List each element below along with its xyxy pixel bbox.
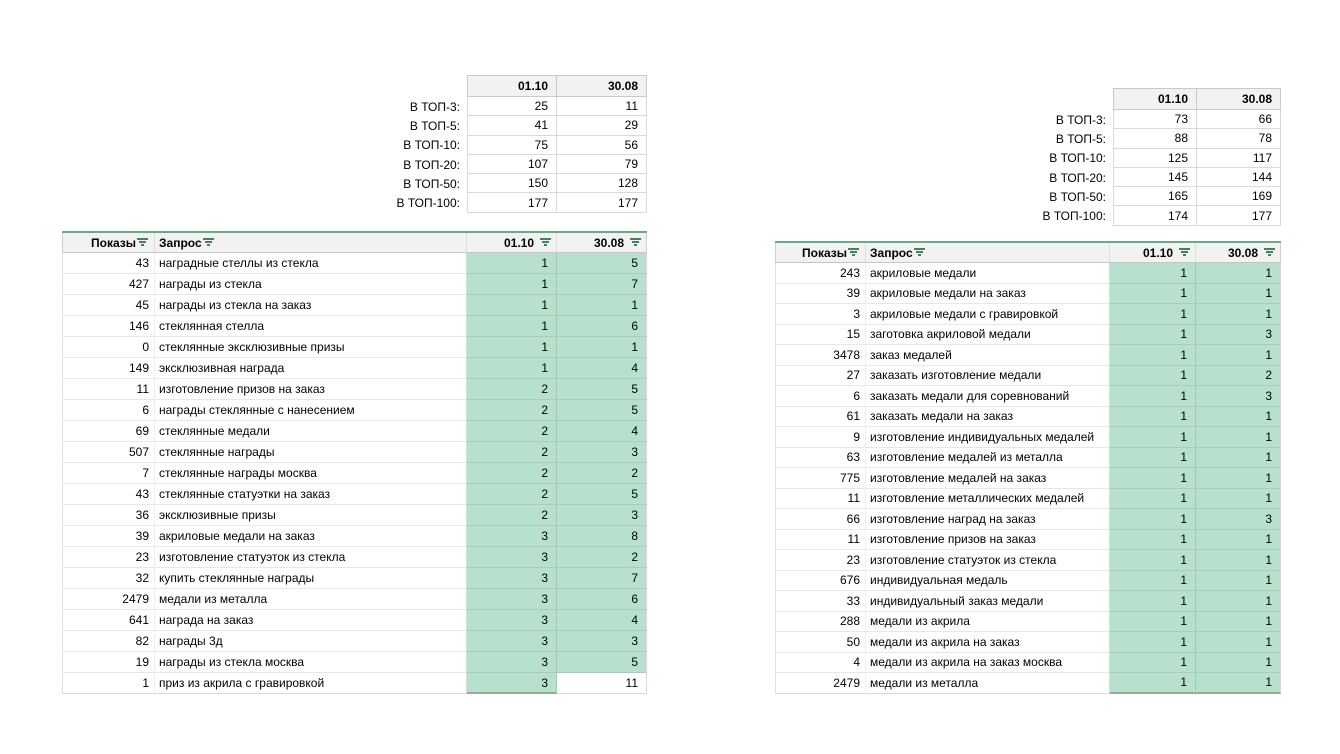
summary-value-3008[interactable]: 11: [557, 97, 647, 116]
position-cell-3008[interactable]: 6: [557, 589, 647, 610]
summary-column-header-3008[interactable]: 30.08: [557, 75, 647, 97]
table-row: [62, 484, 647, 505]
table-row: [775, 345, 1281, 366]
shows-cell[interactable]: 61: [775, 407, 866, 428]
filter-icon[interactable]: [539, 238, 552, 247]
table-row: [775, 530, 1281, 551]
column-header-0110-label: 01.10: [503, 235, 534, 250]
position-cell-0110[interactable]: 1: [1110, 345, 1196, 366]
column-header-3008-label: 30.08: [593, 235, 624, 250]
filter-icon[interactable]: [136, 238, 149, 247]
position-cell-3008[interactable]: 8: [557, 526, 647, 547]
query-cell[interactable]: эксклюзивная награда: [155, 358, 467, 379]
position-cell-0110[interactable]: 1: [1110, 571, 1196, 592]
query-cell[interactable]: изготовление металлических медалей: [866, 489, 1110, 510]
query-cell[interactable]: изготовление наград на заказ: [866, 509, 1110, 530]
summary-label[interactable]: В ТОП-100:: [1042, 209, 1106, 224]
query-cell[interactable]: изготовление призов на заказ: [155, 379, 467, 400]
column-header-0110-label: 01.10: [1142, 245, 1173, 260]
position-cell-0110[interactable]: 1: [1110, 653, 1196, 674]
summary-column-header-3008[interactable]: 30.08: [1197, 88, 1281, 110]
shows-cell[interactable]: 2479: [775, 673, 866, 694]
position-cell-0110[interactable]: 1: [1110, 530, 1196, 551]
table-row: [280, 136, 647, 155]
table-row: [775, 448, 1281, 469]
query-cell[interactable]: заготовка акриловой медали: [866, 325, 1110, 346]
query-cell[interactable]: акриловые медали с гравировкой: [866, 304, 1110, 325]
column-header-0110[interactable]: [1110, 243, 1196, 263]
filter-icon[interactable]: [1178, 248, 1191, 257]
table-row: [775, 489, 1281, 510]
table-row: [280, 116, 647, 135]
summary-value-3008[interactable]: 169: [1197, 187, 1281, 206]
shows-cell[interactable]: 11: [775, 530, 866, 551]
position-cell-0110[interactable]: 1: [1110, 284, 1196, 305]
filter-icon[interactable]: [847, 248, 860, 257]
position-cell-3008[interactable]: 5: [557, 652, 647, 673]
column-header-query-label: Запрос: [159, 235, 202, 250]
summary-value-3008[interactable]: 66: [1197, 110, 1281, 129]
position-cell-3008[interactable]: 1: [1196, 673, 1281, 694]
position-cell-0110[interactable]: 3: [467, 631, 557, 652]
query-cell[interactable]: эксклюзивные призы: [155, 505, 467, 526]
table-row: [775, 325, 1281, 346]
left-summary-table: [280, 75, 647, 213]
summary-value-3008[interactable]: 79: [557, 155, 647, 174]
position-cell-3008[interactable]: 3: [557, 631, 647, 652]
summary-value-0110[interactable]: 165: [1113, 187, 1197, 206]
column-header-3008[interactable]: [1196, 243, 1281, 263]
shows-cell[interactable]: 11: [775, 489, 866, 510]
table-row: [775, 386, 1281, 407]
position-cell-0110[interactable]: 2: [467, 400, 557, 421]
shows-cell[interactable]: 43: [62, 484, 155, 505]
position-cell-0110[interactable]: 3: [467, 547, 557, 568]
summary-value-3008[interactable]: 117: [1197, 149, 1281, 168]
position-cell-0110[interactable]: 1: [1110, 304, 1196, 325]
right-summary-table: [930, 88, 1281, 226]
summary-label[interactable]: В ТОП-10:: [1049, 151, 1106, 166]
table-row: [62, 505, 647, 526]
shows-cell[interactable]: 288: [775, 612, 866, 633]
table-row: [775, 263, 1281, 284]
query-cell[interactable]: заказ медалей: [866, 345, 1110, 366]
summary-label[interactable]: В ТОП-3:: [409, 99, 460, 114]
position-cell-0110[interactable]: 1: [1110, 386, 1196, 407]
table-row: [280, 97, 647, 116]
summary-value-0110[interactable]: 75: [467, 136, 557, 155]
shows-cell[interactable]: 146: [62, 316, 155, 337]
position-cell-3008[interactable]: 3: [1196, 509, 1281, 530]
table-row: [62, 274, 647, 295]
table-row: [62, 547, 647, 568]
position-cell-3008[interactable]: 1: [1196, 345, 1281, 366]
query-cell[interactable]: медали из акрила на заказ москва: [866, 653, 1110, 674]
shows-cell[interactable]: 66: [775, 509, 866, 530]
shows-cell[interactable]: 32: [62, 568, 155, 589]
query-cell[interactable]: медали из акрила на заказ: [866, 632, 1110, 653]
position-cell-3008[interactable]: 1: [557, 295, 647, 316]
column-header-query-label: Запрос: [870, 245, 913, 260]
column-header-shows[interactable]: [775, 243, 866, 263]
query-cell[interactable]: медали из металла: [155, 589, 467, 610]
table-row: [775, 284, 1281, 305]
shows-cell[interactable]: 39: [62, 526, 155, 547]
summary-value-0110[interactable]: 174: [1113, 206, 1197, 225]
table-row: [775, 653, 1281, 674]
column-header-query[interactable]: [866, 243, 1110, 263]
position-cell-0110[interactable]: 3: [467, 673, 557, 694]
position-cell-0110[interactable]: 1: [1110, 263, 1196, 284]
summary-label[interactable]: В ТОП-50:: [403, 176, 460, 191]
query-cell[interactable]: награды из стекла: [155, 274, 467, 295]
position-cell-3008[interactable]: 2: [557, 463, 647, 484]
position-cell-3008[interactable]: 1: [1196, 448, 1281, 469]
summary-column-header-0110[interactable]: 01.10: [467, 75, 557, 97]
table-row: [62, 610, 647, 631]
shows-cell[interactable]: 6: [775, 386, 866, 407]
summary-value-0110[interactable]: 73: [1113, 110, 1197, 129]
summary-corner: [930, 88, 1113, 110]
table-row: [62, 358, 647, 379]
position-cell-3008[interactable]: 5: [557, 400, 647, 421]
query-cell[interactable]: стеклянная стелла: [155, 316, 467, 337]
position-cell-0110[interactable]: 3: [467, 652, 557, 673]
position-cell-3008[interactable]: 11: [557, 673, 647, 694]
column-header-shows-label: Показы: [802, 245, 847, 260]
position-cell-3008[interactable]: 1: [1196, 468, 1281, 489]
position-cell-3008[interactable]: 3: [557, 442, 647, 463]
shows-cell[interactable]: 23: [775, 550, 866, 571]
query-cell[interactable]: заказать изготовление медали: [866, 366, 1110, 387]
table-row: [62, 295, 647, 316]
shows-cell[interactable]: 82: [62, 631, 155, 652]
table-row: [930, 110, 1281, 129]
position-cell-0110[interactable]: 3: [467, 589, 557, 610]
filter-icon[interactable]: [202, 238, 215, 247]
table-row: [930, 129, 1281, 148]
position-cell-3008[interactable]: 1: [1196, 653, 1281, 674]
query-cell[interactable]: стеклянные статуэтки на заказ: [155, 484, 467, 505]
table-row: [280, 155, 647, 174]
position-cell-3008[interactable]: 3: [1196, 386, 1281, 407]
column-header-shows-label: Показы: [91, 235, 136, 250]
position-cell-3008[interactable]: 1: [1196, 284, 1281, 305]
table-row: [775, 468, 1281, 489]
position-cell-3008[interactable]: 4: [557, 421, 647, 442]
summary-value-3008[interactable]: 128: [557, 174, 647, 193]
table-row: [62, 631, 647, 652]
summary-value-0110[interactable]: 150: [467, 174, 557, 193]
table-row: [62, 673, 647, 694]
table-row: [930, 168, 1281, 187]
shows-cell[interactable]: 149: [62, 358, 155, 379]
position-cell-3008[interactable]: 4: [557, 358, 647, 379]
position-cell-0110[interactable]: 2: [467, 442, 557, 463]
query-cell[interactable]: изготовление статуэток из стекла: [866, 550, 1110, 571]
position-cell-0110[interactable]: 1: [467, 358, 557, 379]
table-row: [280, 174, 647, 193]
position-cell-3008[interactable]: 6: [557, 316, 647, 337]
position-cell-3008[interactable]: 2: [1196, 366, 1281, 387]
shows-cell[interactable]: 7: [62, 463, 155, 484]
query-cell[interactable]: индивидуальный заказ медали: [866, 591, 1110, 612]
query-cell[interactable]: изготовление индивидуальных медалей: [866, 427, 1110, 448]
position-cell-0110[interactable]: 2: [467, 463, 557, 484]
query-cell[interactable]: акриловые медали: [866, 263, 1110, 284]
summary-value-0110[interactable]: 107: [467, 155, 557, 174]
shows-cell[interactable]: 50: [775, 632, 866, 653]
query-cell[interactable]: заказать медали на заказ: [866, 407, 1110, 428]
position-cell-3008[interactable]: 1: [557, 337, 647, 358]
position-cell-3008[interactable]: 1: [1196, 591, 1281, 612]
position-cell-3008[interactable]: 1: [1196, 407, 1281, 428]
shows-cell[interactable]: 19: [62, 652, 155, 673]
shows-cell[interactable]: 775: [775, 468, 866, 489]
table-row: [62, 463, 647, 484]
table-row: [775, 571, 1281, 592]
query-cell[interactable]: стеклянные медали: [155, 421, 467, 442]
table-row: [775, 550, 1281, 571]
position-cell-3008[interactable]: 1: [1196, 612, 1281, 633]
shows-cell[interactable]: 3: [775, 304, 866, 325]
position-cell-0110[interactable]: 1: [1110, 427, 1196, 448]
summary-value-0110[interactable]: 25: [467, 97, 557, 116]
position-cell-0110[interactable]: 2: [467, 505, 557, 526]
query-cell[interactable]: медали из металла: [866, 673, 1110, 694]
position-cell-0110[interactable]: 1: [1110, 612, 1196, 633]
filter-icon[interactable]: [1263, 248, 1276, 257]
query-cell[interactable]: награды из стекла на заказ: [155, 295, 467, 316]
query-cell[interactable]: награды 3д: [155, 631, 467, 652]
summary-value-3008[interactable]: 56: [557, 136, 647, 155]
summary-value-0110[interactable]: 88: [1113, 129, 1197, 148]
position-cell-0110[interactable]: 1: [1110, 366, 1196, 387]
shows-cell[interactable]: 243: [775, 263, 866, 284]
position-cell-0110[interactable]: 1: [1110, 632, 1196, 653]
table-row: [62, 568, 647, 589]
summary-header-row: [280, 75, 647, 97]
table-row: [930, 187, 1281, 206]
position-cell-0110[interactable]: 1: [1110, 673, 1196, 694]
query-cell[interactable]: медали из акрила: [866, 612, 1110, 633]
position-cell-3008[interactable]: 1: [1196, 530, 1281, 551]
shows-cell[interactable]: 69: [62, 421, 155, 442]
shows-cell[interactable]: 641: [62, 610, 155, 631]
column-header-query[interactable]: [155, 233, 467, 253]
position-cell-0110[interactable]: 1: [1110, 489, 1196, 510]
table-row: [775, 407, 1281, 428]
table-row: [280, 193, 647, 212]
summary-value-0110[interactable]: 41: [467, 116, 557, 135]
table-row: [62, 316, 647, 337]
position-cell-0110[interactable]: 1: [467, 337, 557, 358]
table-row: [62, 589, 647, 610]
position-cell-3008[interactable]: 5: [557, 253, 647, 274]
position-cell-0110[interactable]: 3: [467, 526, 557, 547]
position-cell-3008[interactable]: 1: [1196, 489, 1281, 510]
summary-value-0110[interactable]: 177: [467, 193, 557, 212]
shows-cell[interactable]: 33: [775, 591, 866, 612]
table-row: [775, 632, 1281, 653]
left-query-table: [62, 231, 647, 694]
filter-icon[interactable]: [629, 238, 642, 247]
shows-cell[interactable]: 39: [775, 284, 866, 305]
table-row: [62, 442, 647, 463]
summary-header-row: [930, 88, 1281, 110]
query-cell[interactable]: изготовление призов на заказ: [866, 530, 1110, 551]
summary-value-3008[interactable]: 144: [1197, 168, 1281, 187]
column-header-3008[interactable]: [557, 233, 647, 253]
position-cell-0110[interactable]: 1: [467, 274, 557, 295]
shows-cell[interactable]: 0: [62, 337, 155, 358]
shows-cell[interactable]: 1: [62, 673, 155, 694]
query-cell[interactable]: акриловые медали на заказ: [866, 284, 1110, 305]
summary-corner: [280, 75, 467, 97]
position-cell-3008[interactable]: 1: [1196, 427, 1281, 448]
summary-label[interactable]: В ТОП-20:: [403, 157, 460, 172]
summary-label[interactable]: В ТОП-50:: [1049, 189, 1106, 204]
query-cell[interactable]: индивидуальная медаль: [866, 571, 1110, 592]
query-cell[interactable]: наградные стеллы из стекла: [155, 253, 467, 274]
position-cell-3008[interactable]: 5: [557, 484, 647, 505]
right-query-table: [775, 241, 1281, 694]
position-cell-0110[interactable]: 1: [1110, 591, 1196, 612]
query-cell[interactable]: стеклянные награды москва: [155, 463, 467, 484]
position-cell-3008[interactable]: 1: [1196, 304, 1281, 325]
table-row: [775, 366, 1281, 387]
summary-value-0110[interactable]: 145: [1113, 168, 1197, 187]
table-row: [775, 673, 1281, 694]
filter-icon[interactable]: [913, 248, 926, 257]
position-cell-3008[interactable]: 2: [557, 547, 647, 568]
table-row: [62, 400, 647, 421]
query-cell[interactable]: награда на заказ: [155, 610, 467, 631]
position-cell-0110[interactable]: 1: [1110, 325, 1196, 346]
column-header-0110[interactable]: [467, 233, 557, 253]
summary-value-3008[interactable]: 29: [557, 116, 647, 135]
table-row: [62, 253, 647, 274]
table-row: [62, 652, 647, 673]
position-cell-3008[interactable]: 3: [1196, 325, 1281, 346]
position-cell-0110[interactable]: 1: [1110, 448, 1196, 469]
shows-cell[interactable]: 3478: [775, 345, 866, 366]
table-row: [775, 591, 1281, 612]
shows-cell[interactable]: 36: [62, 505, 155, 526]
query-cell[interactable]: стеклянные награды: [155, 442, 467, 463]
query-table-header-row: [775, 241, 1281, 263]
summary-label[interactable]: В ТОП-5:: [409, 118, 460, 133]
position-cell-3008[interactable]: 1: [1196, 263, 1281, 284]
shows-cell[interactable]: 9: [775, 427, 866, 448]
shows-cell[interactable]: 63: [775, 448, 866, 469]
query-cell[interactable]: приз из акрила с гравировкой: [155, 673, 467, 694]
shows-cell[interactable]: 676: [775, 571, 866, 592]
summary-label[interactable]: В ТОП-10:: [403, 138, 460, 153]
position-cell-3008[interactable]: 1: [1196, 550, 1281, 571]
summary-value-3008[interactable]: 177: [1197, 206, 1281, 225]
position-cell-0110[interactable]: 2: [467, 421, 557, 442]
query-cell[interactable]: изготовление медалей из металла: [866, 448, 1110, 469]
query-cell[interactable]: награды из стекла москва: [155, 652, 467, 673]
query-cell[interactable]: стеклянные эксклюзивные призы: [155, 337, 467, 358]
shows-cell[interactable]: 23: [62, 547, 155, 568]
summary-label[interactable]: В ТОП-100:: [396, 196, 460, 211]
position-cell-0110[interactable]: 1: [467, 316, 557, 337]
query-cell[interactable]: купить стеклянные награды: [155, 568, 467, 589]
shows-cell[interactable]: 2479: [62, 589, 155, 610]
table-row: [62, 379, 647, 400]
table-row: [62, 526, 647, 547]
table-row: [62, 337, 647, 358]
summary-label[interactable]: В ТОП-3:: [1055, 112, 1106, 127]
shows-cell[interactable]: 507: [62, 442, 155, 463]
shows-cell[interactable]: 4: [775, 653, 866, 674]
table-row: [775, 427, 1281, 448]
shows-cell[interactable]: 15: [775, 325, 866, 346]
position-cell-3008[interactable]: 1: [1196, 632, 1281, 653]
query-cell[interactable]: награды стеклянные с нанесением: [155, 400, 467, 421]
position-cell-0110[interactable]: 1: [1110, 550, 1196, 571]
shows-cell[interactable]: 27: [775, 366, 866, 387]
position-cell-0110[interactable]: 2: [467, 379, 557, 400]
summary-label[interactable]: В ТОП-20:: [1049, 170, 1106, 185]
shows-cell[interactable]: 43: [62, 253, 155, 274]
column-header-3008-label: 30.08: [1227, 245, 1258, 260]
table-row: [62, 421, 647, 442]
summary-value-0110[interactable]: 125: [1113, 149, 1197, 168]
table-row: [775, 304, 1281, 325]
query-cell[interactable]: изготовление статуэток из стекла: [155, 547, 467, 568]
shows-cell[interactable]: 6: [62, 400, 155, 421]
summary-label[interactable]: В ТОП-5:: [1055, 131, 1106, 146]
position-cell-3008[interactable]: 4: [557, 610, 647, 631]
position-cell-0110[interactable]: 1: [1110, 468, 1196, 489]
shows-cell[interactable]: 11: [62, 379, 155, 400]
position-cell-3008[interactable]: 7: [557, 568, 647, 589]
shows-cell[interactable]: 45: [62, 295, 155, 316]
query-cell[interactable]: акриловые медали на заказ: [155, 526, 467, 547]
position-cell-0110[interactable]: 1: [1110, 407, 1196, 428]
position-cell-3008[interactable]: 7: [557, 274, 647, 295]
table-row: [775, 612, 1281, 633]
query-table-header-row: [62, 231, 647, 253]
position-cell-0110[interactable]: 1: [467, 295, 557, 316]
summary-column-header-0110[interactable]: 01.10: [1113, 88, 1197, 110]
query-cell[interactable]: заказать медали для соревнований: [866, 386, 1110, 407]
position-cell-3008[interactable]: 1: [1196, 571, 1281, 592]
query-cell[interactable]: изготовление медалей на заказ: [866, 468, 1110, 489]
position-cell-0110[interactable]: 1: [467, 253, 557, 274]
position-cell-0110[interactable]: 1: [1110, 509, 1196, 530]
position-cell-3008[interactable]: 3: [557, 505, 647, 526]
position-cell-0110[interactable]: 3: [467, 568, 557, 589]
table-row: [775, 509, 1281, 530]
table-row: [930, 149, 1281, 168]
column-header-shows[interactable]: [62, 233, 155, 253]
position-cell-0110[interactable]: 3: [467, 610, 557, 631]
position-cell-0110[interactable]: 2: [467, 484, 557, 505]
shows-cell[interactable]: 427: [62, 274, 155, 295]
table-row: [930, 206, 1281, 225]
summary-value-3008[interactable]: 177: [557, 193, 647, 212]
position-cell-3008[interactable]: 5: [557, 379, 647, 400]
summary-value-3008[interactable]: 78: [1197, 129, 1281, 148]
